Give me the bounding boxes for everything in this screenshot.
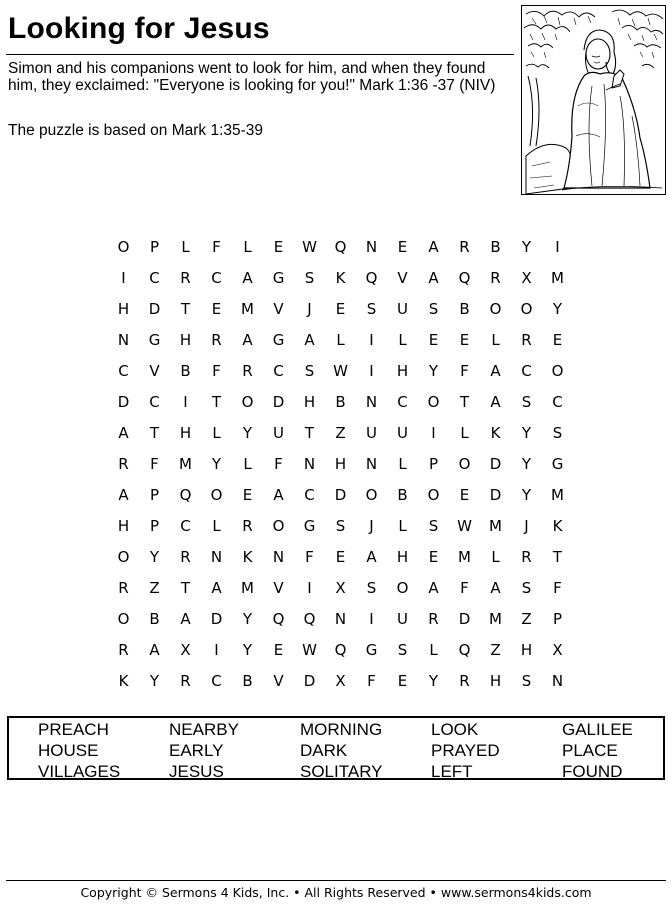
grid-letter: W [302, 237, 317, 256]
word-search-grid [108, 231, 573, 696]
grid-letter: A [118, 423, 129, 442]
grid-letter: H [179, 330, 192, 349]
word-list-item: LOOK [431, 720, 479, 739]
grid-letter: U [397, 609, 408, 628]
grid-letter: Z [521, 609, 532, 628]
grid-letter: H [396, 361, 409, 380]
grid-letter: L [491, 547, 500, 566]
grid-letter: O [520, 299, 533, 318]
grid-letter: R [490, 268, 501, 287]
grid-letter: Q [334, 237, 347, 256]
grid-letter: H [117, 299, 130, 318]
grid-letter: A [490, 392, 501, 411]
grid-letter: V [149, 361, 160, 380]
grid-letter: J [369, 516, 374, 535]
grid-letter: R [180, 268, 191, 287]
grid-letter: X [521, 268, 532, 287]
grid-letter: H [117, 516, 130, 535]
grid-letter: E [428, 330, 439, 349]
grid-letter: N [551, 671, 564, 690]
word-list-item: NEARBY [169, 720, 239, 739]
grid-letter: S [335, 516, 346, 535]
grid-letter: V [273, 578, 284, 597]
grid-letter: E [211, 299, 222, 318]
grid-letter: A [490, 361, 501, 380]
grid-letter: B [490, 237, 501, 256]
grid-letter: L [398, 516, 407, 535]
grid-letter: Y [149, 671, 160, 690]
word-list-item: PRAYED [431, 741, 500, 760]
grid-letter: E [459, 330, 470, 349]
grid-letter: J [524, 516, 529, 535]
grid-letter: F [460, 578, 469, 597]
grid-letter: A [304, 330, 315, 349]
grid-letter: L [429, 640, 438, 659]
grid-letter: B [335, 392, 346, 411]
grid-letter: D [148, 299, 161, 318]
grid-letter: T [211, 392, 222, 411]
grid-letter: P [149, 485, 160, 504]
grid-letter: C [149, 268, 160, 287]
grid-letter: C [149, 392, 160, 411]
grid-letter: R [242, 516, 253, 535]
word-list-item: PREACH [38, 720, 109, 739]
grid-letter: Y [521, 423, 532, 442]
grid-letter: Y [521, 237, 532, 256]
grid-letter: D [117, 392, 130, 411]
grid-letter: A [180, 609, 191, 628]
grid-letter: S [366, 299, 377, 318]
grid-letter: Y [428, 361, 439, 380]
grid-letter: Y [211, 454, 222, 473]
word-list-item: JESUS [169, 762, 224, 781]
grid-letter: F [274, 454, 283, 473]
grid-letter: S [521, 392, 532, 411]
footer-rule [6, 880, 666, 881]
grid-letter: S [366, 578, 377, 597]
grid-letter: N [303, 454, 316, 473]
grid-letter: S [428, 516, 439, 535]
grid-letter: Z [335, 423, 346, 442]
grid-letter: G [551, 454, 564, 473]
grid-letter: Y [242, 609, 253, 628]
grid-letter: M [179, 454, 192, 473]
grid-letter: A [428, 268, 439, 287]
grid-letter: E [397, 671, 408, 690]
word-list-item: VILLAGES [38, 762, 121, 781]
grid-letter: T [304, 423, 315, 442]
word-list-box [7, 716, 665, 780]
grid-letter: P [428, 454, 439, 473]
grid-letter: S [521, 671, 532, 690]
grid-letter: T [180, 578, 191, 597]
grid-letter: O [551, 361, 564, 380]
grid-letter: Q [334, 640, 347, 659]
grid-letter: E [273, 237, 284, 256]
grid-letter: L [336, 330, 345, 349]
grid-letter: I [369, 330, 374, 349]
grid-letter: C [211, 671, 222, 690]
grid-letter: X [552, 640, 563, 659]
grid-letter: M [489, 609, 502, 628]
grid-letter: R [242, 361, 253, 380]
grid-letter: R [118, 454, 129, 473]
grid-letter: Q [303, 609, 316, 628]
grid-letter: B [459, 299, 470, 318]
grid-letter: C [521, 361, 532, 380]
grid-letter: Y [242, 640, 253, 659]
word-list-item: HOUSE [38, 741, 99, 760]
grid-letter: A [242, 268, 253, 287]
grid-letter: U [397, 299, 408, 318]
grid-letter: Q [179, 485, 192, 504]
grid-letter: H [396, 547, 409, 566]
grid-letter: L [243, 454, 252, 473]
grid-letter: M [241, 299, 254, 318]
grid-letter: B [180, 361, 191, 380]
grid-letter: V [397, 268, 408, 287]
grid-letter: Q [458, 640, 471, 659]
grid-letter: I [431, 423, 436, 442]
grid-letter: X [335, 671, 346, 690]
grid-letter: R [459, 671, 470, 690]
grid-letter: K [242, 547, 253, 566]
grid-letter: I [369, 361, 374, 380]
grid-letter: R [521, 330, 532, 349]
grid-letter: K [552, 516, 563, 535]
grid-letter: F [212, 361, 221, 380]
grid-letter: H [334, 454, 347, 473]
grid-letter: O [241, 392, 254, 411]
grid-letter: W [302, 640, 317, 659]
grid-letter: M [551, 268, 564, 287]
grid-letter: C [273, 361, 284, 380]
grid-letter: Z [149, 578, 160, 597]
grid-letter: Y [149, 547, 160, 566]
grid-letter: A [211, 578, 222, 597]
grid-letter: A [428, 578, 439, 597]
grid-letter: E [335, 547, 346, 566]
grid-letter: D [489, 485, 502, 504]
word-list-item: GALILEE [562, 720, 633, 739]
grid-letter: D [303, 671, 316, 690]
grid-letter: X [180, 640, 191, 659]
grid-letter: G [365, 640, 378, 659]
grid-letter: L [398, 454, 407, 473]
grid-letter: Q [272, 609, 285, 628]
grid-letter: I [555, 237, 560, 256]
grid-letter: F [367, 671, 376, 690]
grid-letter: E [242, 485, 253, 504]
grid-letter: I [183, 392, 188, 411]
word-list-item: DARK [300, 741, 348, 760]
grid-letter: I [307, 578, 312, 597]
grid-letter: N [210, 547, 223, 566]
grid-letter: D [210, 609, 223, 628]
grid-letter: S [552, 423, 563, 442]
scripture-verse: Simon and his companions went to look for him, and when they found him, they exclaimed: "Everyone is looking for you!" Mark 1:36 -37 (NIV) [8, 60, 496, 94]
grid-letter: M [458, 547, 471, 566]
grid-letter: D [458, 609, 471, 628]
grid-letter: S [397, 640, 408, 659]
grid-letter: Y [242, 423, 253, 442]
grid-letter: U [366, 423, 377, 442]
grid-letter: S [304, 268, 315, 287]
grid-letter: L [181, 237, 190, 256]
grid-letter: A [149, 640, 160, 659]
grid-letter: E [552, 330, 563, 349]
grid-letter: F [460, 361, 469, 380]
grid-letter: R [428, 609, 439, 628]
grid-letter: F [305, 547, 314, 566]
title-underline [6, 54, 514, 55]
grid-letter: F [150, 454, 159, 473]
grid-letter: O [396, 578, 409, 597]
grid-letter: A [242, 330, 253, 349]
grid-letter: G [303, 516, 316, 535]
grid-letter: L [212, 516, 221, 535]
grid-letter: A [366, 547, 377, 566]
grid-letter: B [242, 671, 253, 690]
praying-figure-icon [522, 6, 666, 195]
grid-letter: W [457, 516, 472, 535]
praying-jesus-illustration [521, 5, 666, 195]
word-list-item: FOUND [562, 762, 623, 781]
word-list-item: MORNING [300, 720, 383, 739]
grid-letter: B [397, 485, 408, 504]
grid-letter: R [180, 671, 191, 690]
grid-letter: E [335, 299, 346, 318]
grid-letter: Y [521, 485, 532, 504]
grid-letter: H [303, 392, 316, 411]
grid-letter: C [118, 361, 129, 380]
grid-letter: E [459, 485, 470, 504]
grid-letter: Y [428, 671, 439, 690]
grid-letter: M [489, 516, 502, 535]
grid-letter: U [397, 423, 408, 442]
grid-letter: O [117, 547, 130, 566]
grid-letter: T [552, 547, 563, 566]
grid-letter: Z [490, 640, 501, 659]
grid-letter: V [273, 299, 284, 318]
grid-letter: A [490, 578, 501, 597]
grid-letter: J [307, 299, 312, 318]
grid-letter: Y [521, 454, 532, 473]
word-list-item: SOLITARY [300, 762, 383, 781]
grid-letter: N [334, 609, 347, 628]
grid-letter: R [459, 237, 470, 256]
grid-letter: K [118, 671, 129, 690]
grid-letter: L [398, 330, 407, 349]
grid-letter: B [149, 609, 160, 628]
word-list-item: EARLY [169, 741, 224, 760]
copyright-footer: Copyright © Sermons 4 Kids, Inc. • All Rights Reserved • www.sermons4kids.com [80, 885, 592, 900]
grid-letter: L [212, 423, 221, 442]
grid-letter: Y [552, 299, 563, 318]
grid-letter: N [117, 330, 130, 349]
grid-letter: H [179, 423, 192, 442]
grid-letter: Q [365, 268, 378, 287]
grid-letter: R [521, 547, 532, 566]
grid-letter: K [335, 268, 346, 287]
grid-letter: V [273, 671, 284, 690]
grid-letter: E [428, 547, 439, 566]
grid-letter: O [365, 485, 378, 504]
grid-letter: L [460, 423, 469, 442]
grid-letter: F [212, 237, 221, 256]
grid-letter: O [272, 516, 285, 535]
grid-letter: G [272, 268, 285, 287]
grid-letter: R [211, 330, 222, 349]
grid-letter: O [210, 485, 223, 504]
grid-letter: U [273, 423, 284, 442]
grid-letter: F [553, 578, 562, 597]
grid-letter: M [551, 485, 564, 504]
grid-letter: D [334, 485, 347, 504]
grid-letter: L [491, 330, 500, 349]
grid-letter: C [180, 516, 191, 535]
grid-letter: H [520, 640, 533, 659]
grid-letter: L [243, 237, 252, 256]
grid-letter: C [397, 392, 408, 411]
grid-letter: A [118, 485, 129, 504]
grid-letter: N [272, 547, 285, 566]
grid-letter: N [365, 454, 378, 473]
grid-letter: T [180, 299, 191, 318]
word-list-item: PLACE [562, 741, 618, 760]
grid-letter: A [428, 237, 439, 256]
grid-letter: Q [458, 268, 471, 287]
grid-letter: K [490, 423, 501, 442]
grid-letter: O [427, 485, 440, 504]
grid-letter: H [489, 671, 502, 690]
grid-letter: E [397, 237, 408, 256]
grid-letter: S [428, 299, 439, 318]
grid-letter: N [365, 392, 378, 411]
grid-letter: W [333, 361, 348, 380]
grid-letter: T [459, 392, 470, 411]
grid-letter: S [521, 578, 532, 597]
grid-letter: O [489, 299, 502, 318]
grid-letter: E [273, 640, 284, 659]
grid-letter: O [427, 392, 440, 411]
grid-letter: I [214, 640, 219, 659]
grid-letter: O [458, 454, 471, 473]
grid-letter: D [489, 454, 502, 473]
grid-letter: P [552, 609, 563, 628]
grid-letter: X [335, 578, 346, 597]
grid-letter: C [304, 485, 315, 504]
grid-letter: O [117, 237, 130, 256]
grid-letter: C [552, 392, 563, 411]
grid-letter: M [241, 578, 254, 597]
grid-letter: O [117, 609, 130, 628]
grid-letter: R [118, 578, 129, 597]
grid-letter: R [180, 547, 191, 566]
grid-letter: R [118, 640, 129, 659]
grid-letter: S [304, 361, 315, 380]
page-title: Looking for Jesus [8, 12, 270, 45]
grid-letter: G [148, 330, 161, 349]
grid-letter: A [273, 485, 284, 504]
grid-letter: I [121, 268, 126, 287]
grid-letter: P [149, 516, 160, 535]
word-list-item: LEFT [431, 762, 473, 781]
grid-letter: T [149, 423, 160, 442]
grid-letter: C [211, 268, 222, 287]
grid-letter: N [365, 237, 378, 256]
grid-letter: G [272, 330, 285, 349]
grid-letter: I [369, 609, 374, 628]
puzzle-basis: The puzzle is based on Mark 1:35-39 [8, 122, 264, 139]
grid-letter: D [272, 392, 285, 411]
grid-letter: P [149, 237, 160, 256]
